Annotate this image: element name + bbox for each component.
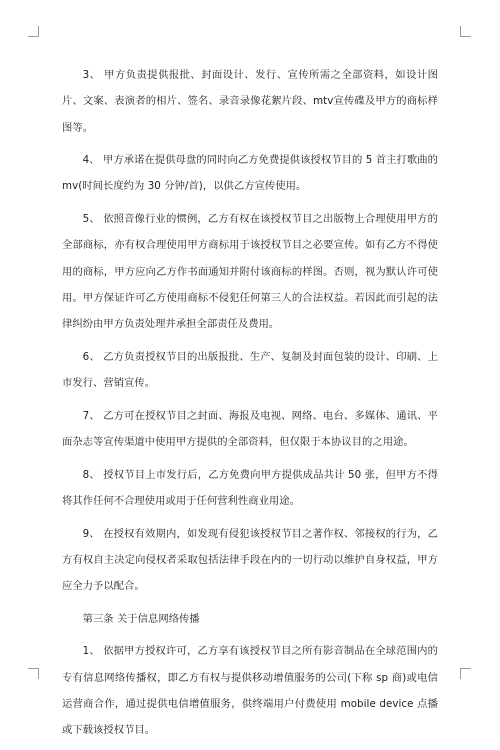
crop-mark-bottom-right — [460, 668, 471, 679]
crop-mark-top-left — [28, 26, 39, 37]
clause-9-infringement: 9、 在授权有效期内，如发现有侵犯该授权节目之著作权、邻接权的行为，乙方有权自主决定向侵权者采取包括法律手段在内的一切行动以维护自身权益，甲方应全力予以配合。 — [62, 527, 438, 593]
clause-6-publishing: 6、 乙方负责授权节目的出版报批、生产、复制及封面包装的设计、印刷、上市发行、营销宣传。 — [62, 350, 438, 390]
clause-8-copies: 8、 授权节目上市发行后，乙方免费向甲方提供成品共计 50 张，但甲方不得将其作任何不合理使用或用于任何营利性商业用途。 — [62, 468, 438, 507]
crop-mark-bottom-left — [28, 668, 39, 679]
clause-4-mv: 4、 甲方承诺在提供母盘的同时向乙方免费提供该授权节目的 5 首主打歌曲的mv(时间长度约为 30 分钟/首)，以供乙方宣传使用。 — [62, 154, 438, 193]
crop-mark-top-right — [460, 26, 471, 37]
section-heading-article-3: 第三条 关于信息网络传播 — [82, 612, 200, 625]
clause-5-trademark: 5、 依照音像行业的惯例，乙方有权在该授权节目之出版物上合理使用甲方的全部商标，亦有权合理使用甲方商标用于该授权节目之必要宣传。如有乙方不得使用的商标，甲方应向乙方作书面通知并附付该商标的样图。否则，视为默认许可使用。甲方保证许可乙方使用商标不侵犯任何第三人的合法权益。若因此而引起的法律纠纷由甲方负责处理并承担全部责任及费用。 — [62, 213, 438, 331]
document-body — [62, 62, 438, 750]
clause-3-materials: 3、 甲方负责提供报批、封面设计、发行、宣传所需之全部资料，如设计图片、文案、表演者的相片、签名、录音录像花絮片段、mtv宣传碟及甲方的商标样图等。 — [62, 69, 438, 134]
clause-7-promotion: 7、 乙方可在授权节目之封面、海报及电视、网络、电台、多媒体、通讯、平面杂志等宣传渠道中使用甲方提供的全部资料，但仅限于本协议目的之用途。 — [62, 409, 438, 449]
clause-1-network-rights: 1、 依据甲方授权许可，乙方享有该授权节目之所有影音制品在全球范围内的专有信息网络传播权，即乙方有权与提供移动增值服务的公司(下称 sp 商)或电信运营商合作，通过提供电信增值服务，供终端用户付费使用 mobile device 点播或下载该授权节目。 — [62, 645, 438, 737]
